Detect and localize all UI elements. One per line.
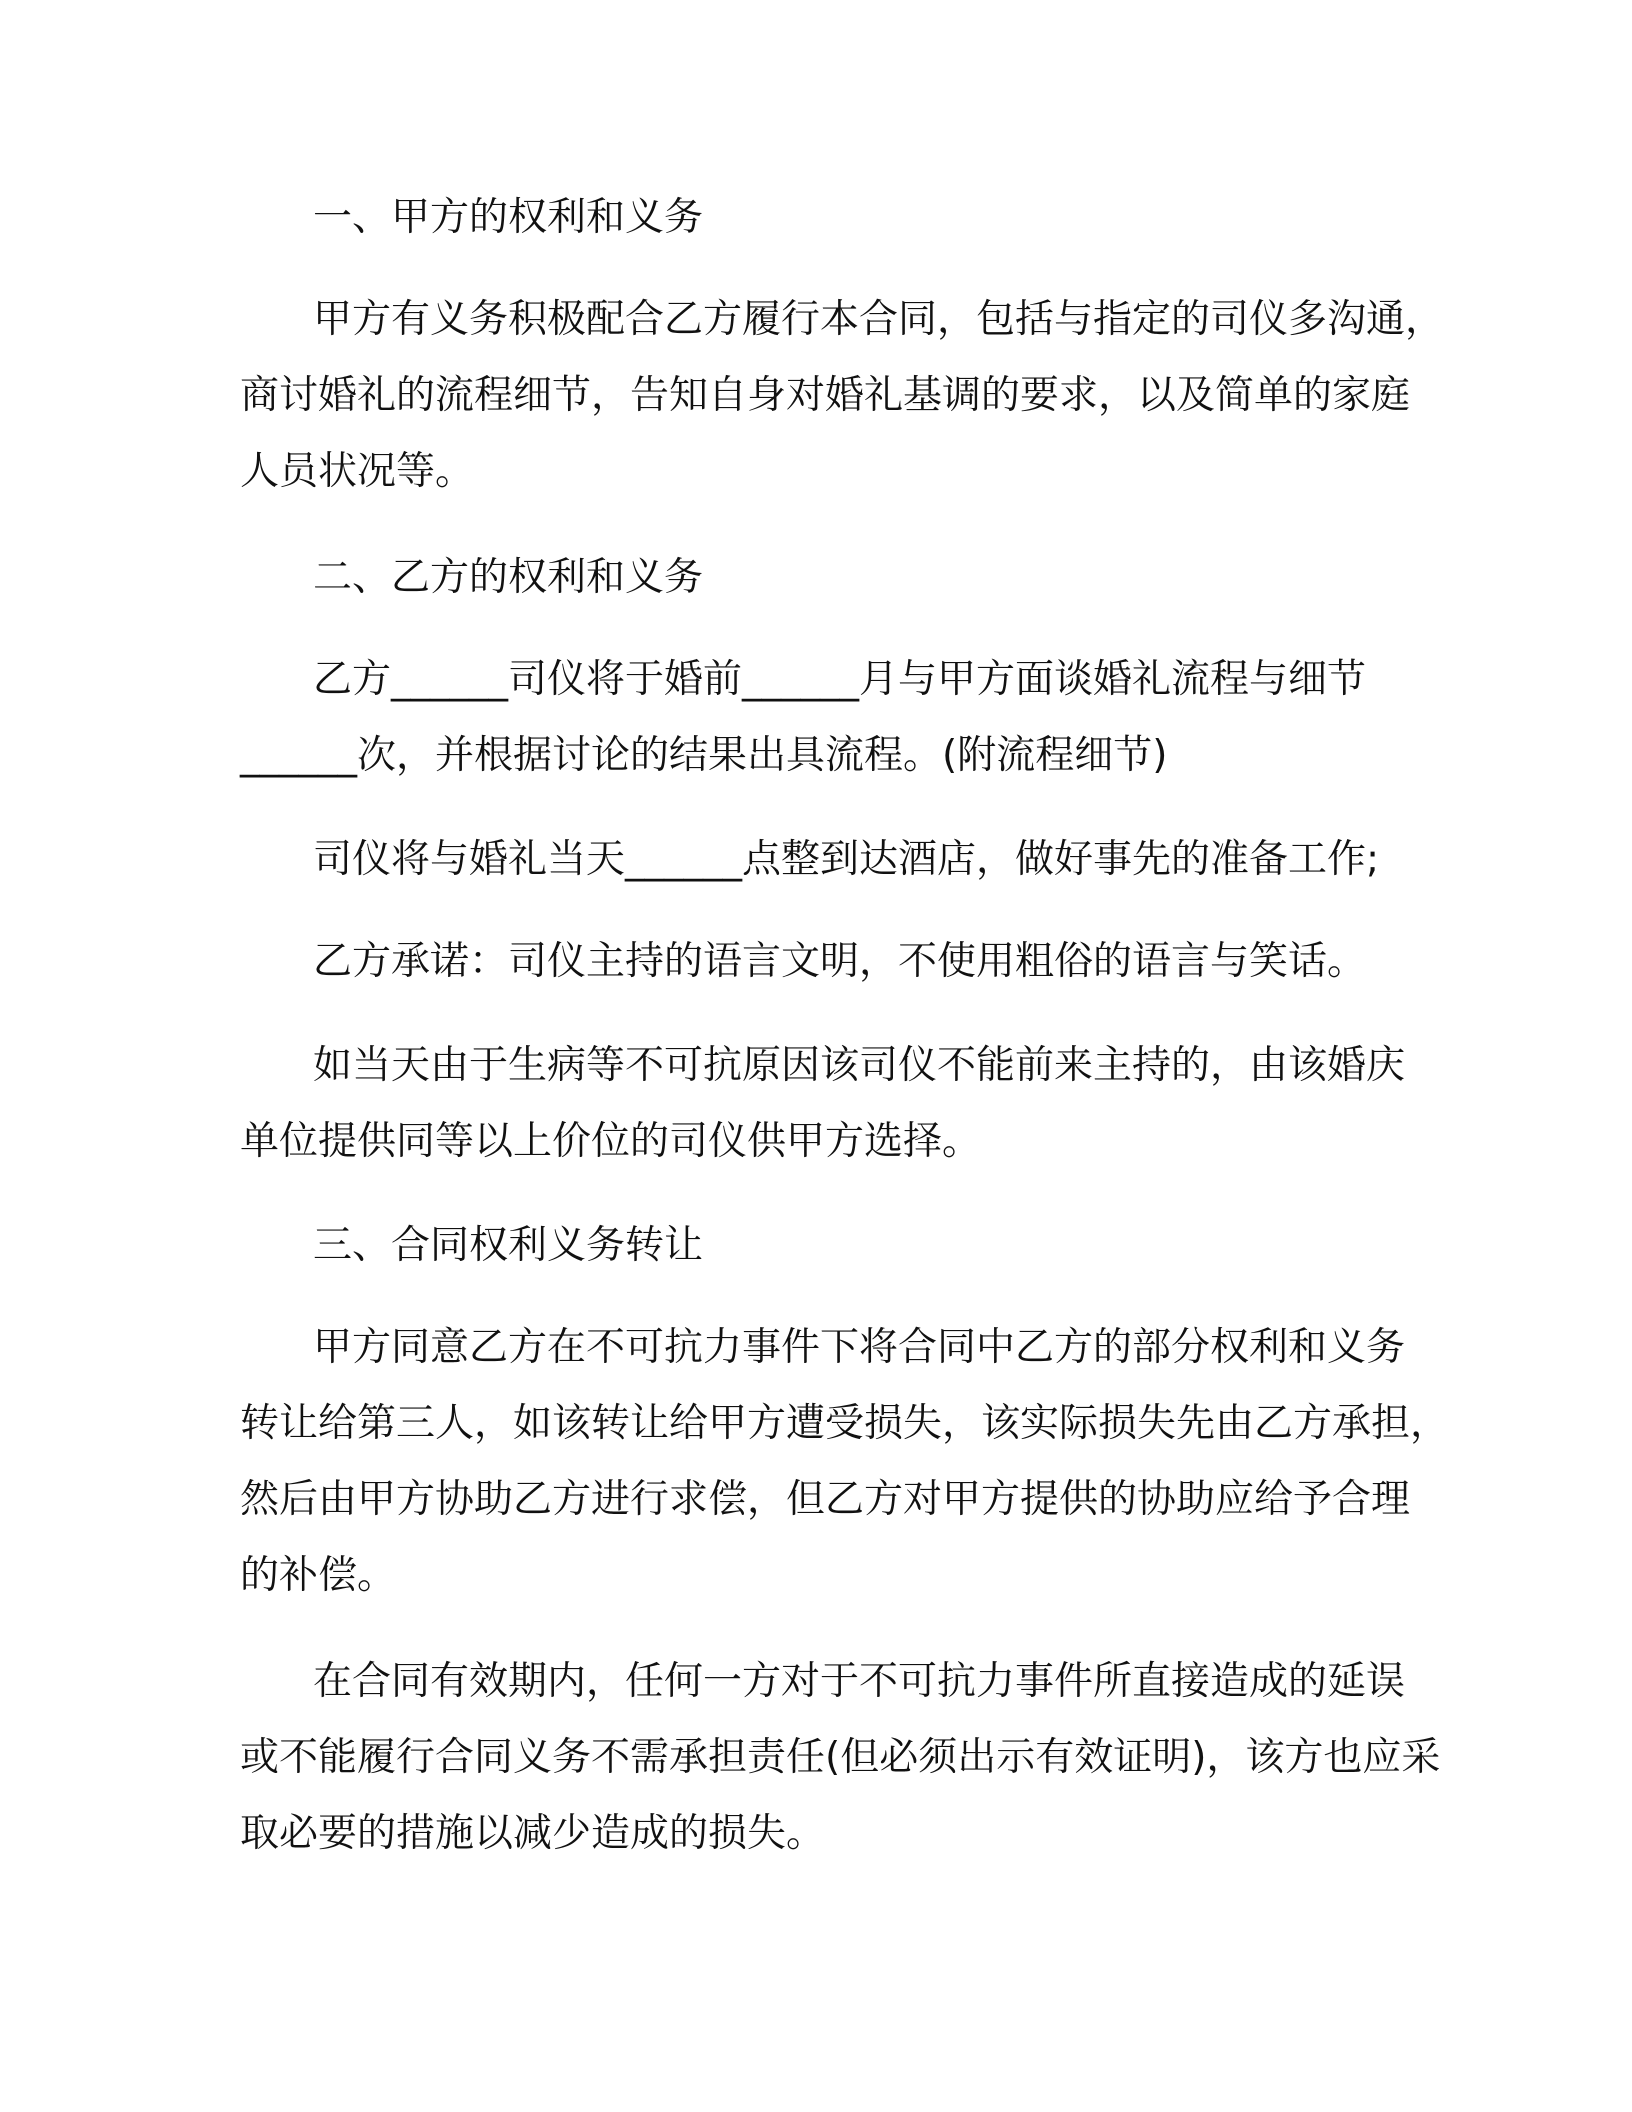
paragraph-line: 如当天由于生病等不可抗原因该司仪不能前来主持的，由该婚庆 (313, 1043, 1406, 1088)
paragraph-line: 甲方有义务积极配合乙方履行本合同，包括与指定的司仪多沟通， (313, 297, 1445, 342)
paragraph-line: 单位提供同等以上价位的司仪供甲方选择。 (240, 1119, 982, 1164)
paragraph-line: 在合同有效期内，任何一方对于不可抗力事件所直接造成的延误 (313, 1659, 1406, 1704)
paragraph-line: 司仪将与婚礼当天______点整到达酒店，做好事先的准备工作; (313, 837, 1380, 882)
paragraph-line: 商讨婚礼的流程细节，告知自身对婚礼基调的要求，以及简单的家庭 (240, 373, 1411, 418)
paragraph-line: ______次，并根据讨论的结果出具流程。(附流程细节) (240, 733, 1168, 778)
paragraph-line: 乙方承诺：司仪主持的语言文明，不使用粗俗的语言与笑话。 (313, 939, 1367, 984)
paragraph-line: 然后由甲方协助乙方进行求偿，但乙方对甲方提供的协助应给予合理 (240, 1477, 1411, 1522)
section-heading-2: 二、乙方的权利和义务 (313, 555, 704, 600)
paragraph-line: 或不能履行合同义务不需承担责任(但必须出示有效证明)，该方也应采 (240, 1735, 1441, 1780)
paragraph-line: 取必要的措施以减少造成的损失。 (240, 1811, 826, 1856)
section-heading-3: 三、合同权利义务转让 (313, 1223, 704, 1268)
paragraph-line: 的补偿。 (240, 1553, 397, 1598)
paragraph-line: 乙方______司仪将于婚前______月与甲方面谈婚礼流程与细节 (313, 657, 1367, 702)
paragraph-line: 人员状况等。 (240, 449, 475, 494)
paragraph-line: 转让给第三人，如该转让给甲方遭受损失，该实际损失先由乙方承担， (240, 1401, 1450, 1446)
paragraph-line: 甲方同意乙方在不可抗力事件下将合同中乙方的部分权利和义务 (313, 1325, 1406, 1370)
section-heading-1: 一、甲方的权利和义务 (313, 195, 704, 240)
